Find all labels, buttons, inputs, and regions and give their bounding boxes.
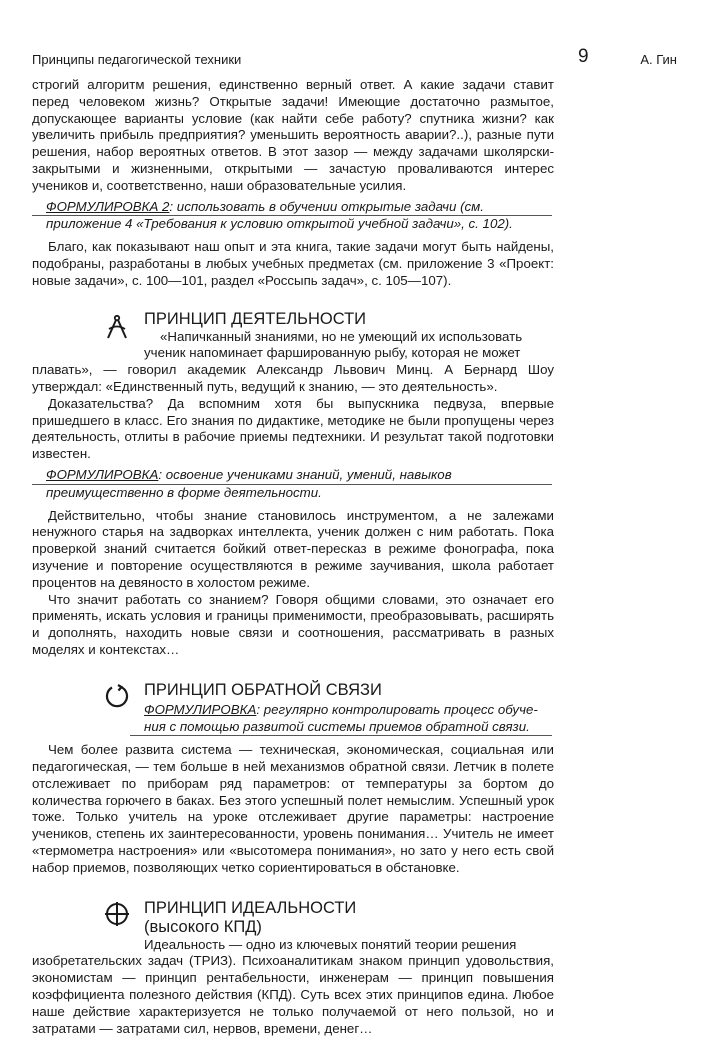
- activity-paragraph-2: Доказательства? Да вспомним хотя бы выпускника педвуза, впервые пришедшего в класс. Его знания по дидактике, методике не были пропущены через деятельность, отлиты в рабочие приемы педтехники. И результат такой подготовки известен.: [32, 395, 554, 462]
- running-header: [32, 46, 677, 70]
- feedback-paragraph-1: Чем более развита система — техническая, экономическая, социальная или педагогическая, — тем больше в ней механизмов обратной связи. Летчик в полете отслеживает по приборам ряд параметров: от температуры за бортом до количества горючего в баках. Без этого успешный полет немыслим. Успешный урок тоже. Только учитель на уроке отслеживает другие параметры: настроение учеников, степень их заинтересованности, уровень понимания… Учитель не имеет «термометра настроения» или «высотомера понимания», но зато у него есть свой набор приемов, позволяющих четко сориентироваться в обстановке.: [32, 742, 554, 875]
- section-activity: [32, 310, 554, 659]
- section-title: ПРИНЦИП ИДЕАЛЬНОСТИ: [144, 898, 357, 917]
- formulation-text-2: приложение 4 «Требования к условию открытой учебной задачи», с. 102).: [46, 216, 513, 232]
- formulation-2: [32, 199, 554, 234]
- formulation-activity: [32, 467, 554, 502]
- activity-paragraph-4: Что значит работать со знанием? Говоря общими словами, это означает его применять, искать условия и границы применимости, преобразовывать, расширять и дополнять, находить новые связи и соотношения, рассматривать в разных моделях и контекстах…: [32, 591, 554, 657]
- intro-paragraph-1: строгий алгоритм решения, единственно верный ответ. А какие задачи ставит перед человеком жизнь? Открытые задачи! Имеющие достаточно размытое, допускающее варианты условие (как найти себе работу? спутника жизни? как увеличить прибыль предприятия? уменьшить вероятность аварии?..), разные пути решения, набор вероятных ответов. В этот зазор — между задачами школярски-закрытыми и жизненными, открытыми — зачастую проваливаются интерес учеников и, соответственно, наши образовательные усилия.: [32, 77, 554, 193]
- section-title: ПРИНЦИП ОБРАТНОЙ СВЯЗИ: [144, 680, 382, 699]
- crosshair-circle-icon: [104, 901, 130, 927]
- section-subtitle: (высокого КПД): [144, 917, 262, 936]
- author-name: А. Гин: [640, 52, 677, 67]
- ideality-paragraph-line-1: Идеальность — одно из ключевых понятий теории решения: [144, 936, 517, 952]
- formulation-text-1: : использовать в обучении открытые задачи (см.: [169, 198, 484, 214]
- formulation-text-2: ния с помощью развитой системы приемов обратной связи.: [144, 718, 530, 734]
- ideality-paragraph-rest: изобретательских задач (ТРИЗ). Психоаналитикам знаком принцип удовольствия, экономистам — принцип рентабельности, инженерам — принцип повышения коэффициента полезного действия (КПД). Суть всех этих принципов едина. Любое наше действие характеризуется не только получаемой от него пользой, но и затратами — затратами сил, нервов, времени, денег…: [32, 953, 554, 1036]
- formulation-text-1: : регулярно контролировать процесс обуче-: [256, 701, 538, 717]
- formulation-text-2: преимущественно в форме деятельности.: [46, 484, 322, 500]
- compass-icon: [104, 314, 130, 340]
- cycle-arrow-icon: [104, 683, 130, 709]
- activity-quote-rest: плавать», — говорил академик Александр Львович Минц. А Бернард Шоу утверждал: «Единственный путь, ведущий к знанию, — это деятельность».: [32, 362, 554, 394]
- formulation-text-1: : освоение учениками знаний, умений, навыков: [158, 466, 452, 482]
- running-title: Принципы педагогической техники: [32, 52, 242, 67]
- activity-paragraph-3: Действительно, чтобы знание становилось инструментом, а не залежами ненужного старья на задворках интеллекта, ученик должен с ним работать. Пока проверкой знаний считается бойкий ответ-пересказ в режиме фонографа, пока изучение и повторение осуществляются в режиме заучивания, школа работает процентов на девяносто в холостом режиме.: [32, 507, 554, 590]
- section-ideality: [32, 899, 554, 1038]
- section-feedback: [32, 681, 554, 877]
- formulation-rule: [130, 735, 552, 736]
- section-title: ПРИНЦИП ДЕЯТЕЛЬНОСТИ: [144, 309, 367, 328]
- formulation-label: ФОРМУЛИРОВКА: [144, 701, 257, 717]
- activity-quote-line-2: ученик напоминает фаршированную рыбу, которая не может: [144, 345, 521, 361]
- formulation-label: ФОРМУЛИРОВКА: [46, 466, 159, 482]
- intro-paragraph-2: Благо, как показывают наш опыт и эта книга, такие задачи могут быть найдены, подобраны, разработаны в любых учебных предметах (см. приложение 3 «Проект: новые задачи», с. 100—101, раздел «Россыпь задач», с. 105—107).: [32, 239, 554, 288]
- activity-quote-line-1: «Напичканный знаниями, но не умеющий их использовать: [160, 328, 523, 344]
- formulation-label: ФОРМУЛИРОВКА 2: [46, 198, 170, 214]
- page-number: 9: [578, 46, 589, 67]
- page-body: [32, 77, 554, 1037]
